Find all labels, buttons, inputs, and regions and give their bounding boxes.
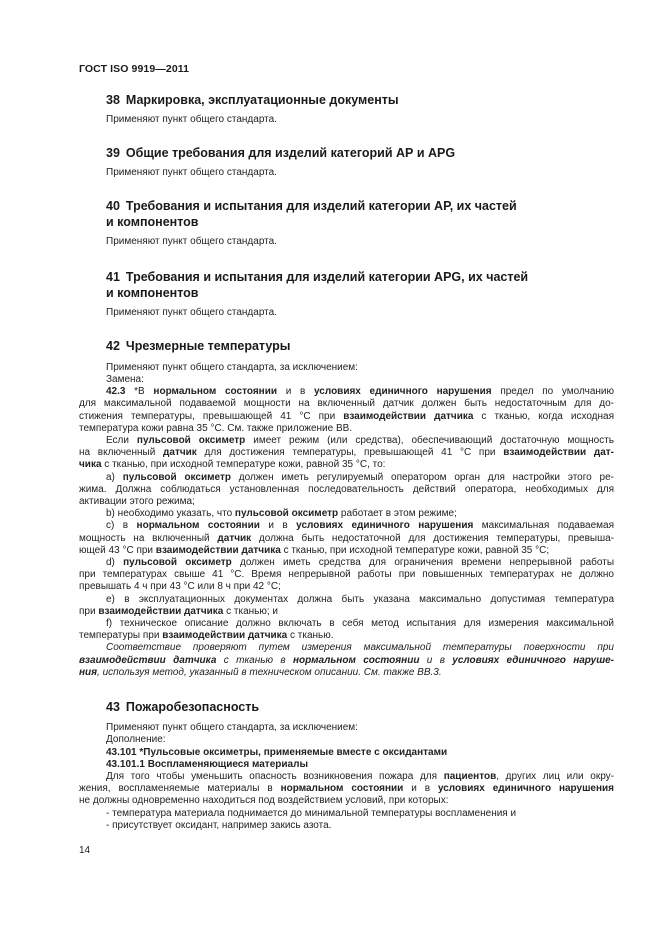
section-title: 43 Пожаробезопасность: [106, 700, 260, 715]
section-text: Применяют пункт общего стандарта.: [106, 114, 277, 125]
section-43: [79, 699, 615, 832]
section-title: 39 Общие требования для изделий категорий АР и APG: [106, 146, 456, 161]
page-number: 14: [79, 845, 91, 856]
section-title: 38 Маркировка, эксплуатационные документы: [106, 93, 399, 107]
list-item-f: f) техническое описание должно включать в себя метод испытания для измерения максимальной температуры при взаимодействии датчика с тканью.: [79, 618, 614, 642]
section-title: 42 Чрезмерные температуры: [106, 338, 291, 353]
list-item-a: а) пульсовой оксиметр должен иметь регулируемый оператором орган для настройки этого ре- жима. Должна соблюдаться установленная последовательность действий оператора, необходимых для активации этого режима;: [79, 471, 615, 508]
section-text: Применяют пункт общего стандарта.: [106, 236, 277, 248]
list-item: - присутствует оксидант, например закись азота.: [106, 819, 332, 831]
section-39: [106, 145, 614, 179]
section-title: 40 Требования и испытания для изделий категории АР, их частей и компонентов: [106, 199, 517, 230]
subclause-43-101: 43.101 *Пульсовые оксиметры, применяемые вместе с оксидантами: [106, 746, 448, 758]
section-41: [106, 269, 614, 319]
paragraph-42-3: 42.3 *В нормальном состоянии и в условиях единичного нарушения предел по умолчанию для максимальной подаваемой мощности на включенный датчик должен быть недостаточным для до- стижения температуры, превышающей 41 °С при взаимодействии датчика с тканью, когда исходная температура кожи равна 35 °С. См. также приложение ВВ.: [79, 386, 615, 434]
list-item-b: b) необходимо указать, что пульсовой оксиметр работает в этом режиме;: [106, 508, 457, 520]
section-text: Применяют пункт общего стандарта.: [106, 306, 277, 318]
standard-header: ГОСТ ISO 9919—2011: [79, 63, 190, 75]
list-item: - температура материала поднимается до минимальной температуры воспламенения и: [106, 807, 517, 819]
list-item-c: с) в нормальном состоянии и в условиях единичного нарушения максимальная подаваемая мощность на включенный датчик должна быть недостаточной для достижения температуры, превыша- ющей 43 °С при взаимодействии датчика с тканью, при исходной температуре кожи, равной 35 °С;: [79, 520, 615, 556]
section-title: 41 Требования и испытания для изделий категории APG, их частей и компонентов: [106, 269, 529, 300]
paragraph-flammable: Для того чтобы уменьшить опасность возникновения пожара для пациентов, других лиц или окру- жения, воспламеняемые материалы в нормальном состоянии и в условиях единичного нарушения не должны одновременно находиться под воздействием условий, при которых:: [79, 770, 615, 807]
list-item-d: d) пульсовой оксиметр должен иметь средства для ограничения времени непрерывной работы при температурах свыше 41 °С. Время непрерывной работы при повышенных температурах не должно превышать 4 ч при 43 °С или 8 ч при 42 °С;: [79, 557, 615, 593]
section-42-body: Применяют пункт общего стандарта, за исключением: Замена: 42.3 *В нормальном состоянии и в условиях единичного нарушения предел по умолчанию для максимальной подаваемой мощности на включенный датчик должен быть недостаточным для до- стижения температуры, превышающей 41 °С при взаимодействии датчика с тканью, когда исходная температура кожи равна 35 °С. См. также приложение ВВ. Если пульсовой оксиметр имеет режим (или средства), обеспечивающий достаточную мощность на включенный датчик для достижения температуры, превышающей 41 °С при взаимодействии дат- чика с тканью, при исходной температуре кожи, равной 35 °С, то: а) пульсовой оксиметр должен иметь регулируемый оператором орган для настройки этого ре- жима. Должна соблюдаться установленная последовательность действий оператора, необходимых для активации этого режима; b) необходимо указать, что пульсовой оксиметр работает в этом режиме; с) в нормальном состоянии и в условиях единичного нарушения максимальная подаваемая мощность на включенный датчик должна быть недостаточной для достижения температуры, превыша- ющей 43 °С при взаимодействии датчика с тканью, при исходной температуре кожи, равной 35 °С; d) пульсовой оксиметр должен иметь средства для ограничения времени непрерывной работы при температурах свыше 41 °С. Время непрерывной работы при повышенных температурах не должно превышать 4 ч при 43 °С или 8 ч при 42 °С; е) в эксплуатационных документах должна быть указана максимально допустимая температура при взаимодействии датчика с тканью; и f) техническое описание должно включать в себя метод испытания для измерения максимальной температуры при взаимодействии датчика с тканью. Соответствие проверяют путем измерения максимальной температуры поверхности при взаимодействии датчика с тканью в нормальном состоянии и в условиях единичного наруше- ния, используя метод, указанный в техническом описании. См. также ВВ.3.: [79, 361, 615, 678]
subclause-43-101-1: 43.101.1 Воспламеняющиеся материалы: [106, 758, 308, 770]
conformance-paragraph: Соответствие проверяют путем измерения максимальной температуры поверхности при взаимодействии датчика с тканью в нормальном состоянии и в условиях единичного наруше- ния, используя метод, указанный в техническом описании. См. также ВВ.3.: [79, 642, 614, 678]
section-text: Применяют пункт общего стандарта.: [106, 167, 277, 179]
page-content: [79, 92, 615, 832]
section-40: [106, 198, 614, 248]
section-43-body: Применяют пункт общего стандарта, за исключением: Дополнение: 43.101 *Пульсовые оксиметры, применяемые вместе с оксидантами 43.101.1 Воспламеняющиеся материалы Для того чтобы уменьшить опасность возникновения пожара для пациентов, других лиц или окру- жения, воспламеняемые материалы в нормальном состоянии и в условиях единичного нарушения не должны одновременно находиться под воздействием условий, при которых: - температура материала поднимается до минимальной температуры воспламенения и - присутствует оксидант, например закись азота.: [79, 722, 615, 831]
section-42: [79, 338, 615, 679]
paragraph-oximeter-mode: Если пульсовой оксиметр имеет режим (или средства), обеспечивающий достаточную мощность на включенный датчик для достижения температуры, превышающей 41 °С при взаимодействии дат- чика с тканью, при исходной температуре кожи, равной 35 °С, то:: [79, 435, 614, 471]
list-item-e: е) в эксплуатационных документах должна быть указана максимально допустимая температура при взаимодействии датчика с тканью; и: [79, 593, 614, 617]
section-38: [106, 92, 614, 126]
